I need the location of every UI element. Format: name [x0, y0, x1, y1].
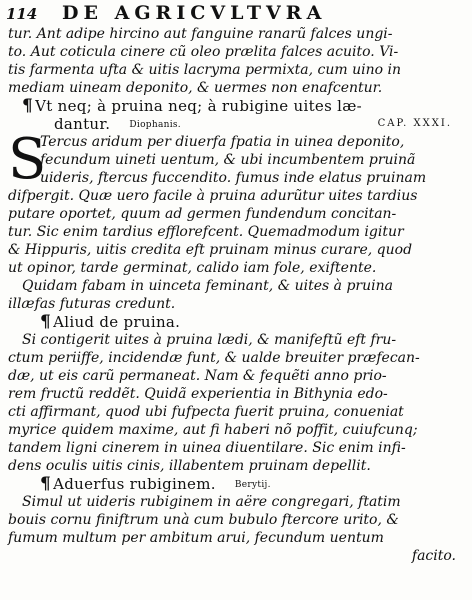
text-line: fecundum uineti uentum, & ubi incumbentem pruinã [40, 152, 416, 168]
text-line: facito. [411, 548, 456, 564]
section-heading-text-continued: dantur. [54, 115, 111, 133]
text-line: illæfas futuras credunt. [8, 296, 176, 312]
text-line: cti affirmant, quod ubi fufpecta fuerit pruina, conueniat [8, 404, 404, 420]
drop-cap-letter: S [8, 127, 47, 192]
pilcrow-mark: ¶ [22, 96, 34, 116]
section-heading [8, 475, 466, 493]
page-header [4, 2, 468, 26]
text-line: Si contigerit uites à pruina lædi, & manifeftũ eft fru- [22, 332, 397, 348]
text-line: & Hippuris, uitis credita eft pruinam minus curare, quod [8, 242, 413, 258]
text-line: Simul ut uideris rubiginem in aëre congregari, ftatim [22, 494, 401, 510]
pilcrow-mark: ¶ [40, 312, 52, 332]
text-line: dens oculis uitis cinis, illabentem pruinam depellit. [8, 458, 371, 474]
running-head: DE AGRICVLTVRA [62, 2, 327, 24]
text-line: myrice quidem maxime, aut fi haberi nõ poffit, cuiufcunq; [8, 422, 418, 438]
section-heading [8, 313, 466, 331]
text-line: dæ, ut eis carũ permaneat. Nam & fequẽti anno prio- [8, 368, 387, 384]
chapter-number: CAP. XXXI. [377, 118, 452, 129]
page-body [8, 25, 466, 565]
text-line: bouis cornu finiftrum unà cum bubulo ftercore urito, & [8, 512, 399, 528]
text-line: uideris, ftercus fuccendito. fumus inde elatus pruinam [40, 170, 427, 186]
text-line: tandem ligni cinerem in uinea diuentilare. Sic enim infi- [8, 440, 406, 456]
text-line: tis farmenta ufta & uitis lacryma permixta, cum uino in [8, 62, 401, 78]
text-line: ut opinor, tarde germinat, calido iam fole, exiftente. [8, 260, 377, 276]
section-heading-continued [8, 115, 466, 133]
section-heading-text: Aduerfus rubiginem. [53, 475, 216, 493]
text-line: ctum periiffe, incidendæ funt, & ualde breuiter præfecan- [8, 350, 420, 366]
source-attribution: Diophanis. [129, 120, 181, 130]
text-line: rem fructũ reddẽt. Quidã experientia in Bithynia edo- [8, 386, 388, 402]
section-heading-text: Vt neq; à pruina neq; à rubigine uites læ- [35, 97, 363, 115]
pilcrow-mark: ¶ [40, 474, 52, 494]
text-line: fumum multum per ambitum arui, fecundum uentum [8, 530, 384, 546]
section-heading-text: Aliud de pruina. [53, 313, 181, 331]
text-line: to. Aut coticula cinere cũ oleo prælita falces acuito. Vi- [8, 44, 399, 60]
text-line: mediam uineam deponito, & uermes non enafcentur. [8, 80, 383, 96]
section-heading [8, 97, 466, 115]
source-attribution: Berytij. [234, 480, 271, 490]
text-line: tur. Sic enim tardius efflorefcent. Quemadmodum igitur [8, 224, 404, 240]
text-line: Quidam fabam in uinceta feminant, & uites à pruina [22, 278, 393, 294]
text-line: putare oportet, quum ad germen fundendum concitan- [8, 206, 397, 222]
text-line-content: Tercus aridum per diuerfa fpatia in uinea deponito, [40, 134, 405, 150]
text-line: difpergit. Quæ uero facile à pruina adurũtur uites tardius [8, 188, 418, 204]
text-line: tur. Ant adipe hircino aut fanguine ranarũ falces ungi- [8, 26, 393, 42]
page-number: 114 [6, 5, 38, 23]
